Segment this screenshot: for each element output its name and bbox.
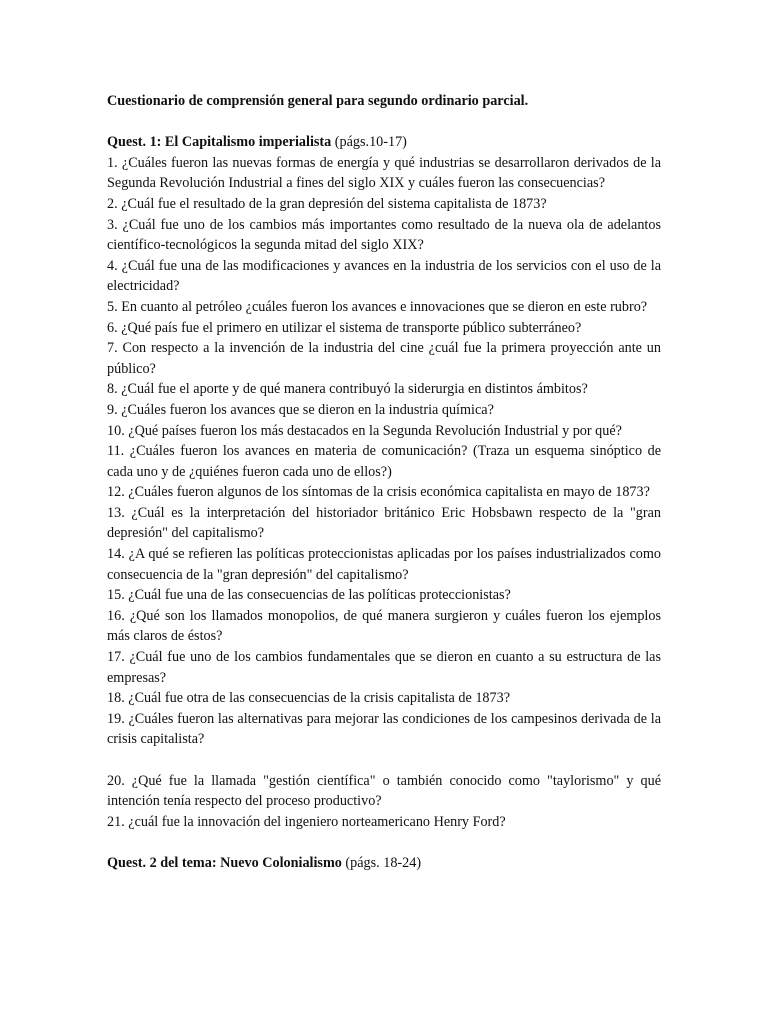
blank-line	[107, 112, 661, 133]
question-9: 9. ¿Cuáles fueron los avances que se dieron en la industria química?	[107, 401, 494, 418]
question-20: 20. ¿Qué fue la llamada "gestión científica" o también conocido como "taylorismo" y qué intención tenía respecto del proceso productivo?	[107, 772, 661, 810]
question-2: 2. ¿Cuál fue el resultado de la gran depresión del sistema capitalista de 1873?	[107, 195, 547, 212]
question-6: 6. ¿Qué país fue el primero en utilizar el sistema de transporte público subterráneo?	[107, 319, 582, 336]
question-11: 11. ¿Cuáles fueron los avances en materia de comunicación? (Traza un esquema sinóptico de cada uno y de ¿quiénes fueron cada uno de ellos?)	[107, 443, 661, 480]
question-21: 21. ¿cuál fue la innovación del ingeniero norteamericano Henry Ford?	[107, 813, 506, 830]
question-10: 10. ¿Qué países fueron los más destacados en la Segunda Revolución Industrial y por qué?	[107, 422, 622, 439]
section-1-questions	[107, 153, 661, 750]
question-8: 8. ¿Cuál fue el aporte y de qué manera contribuyó la siderurgia en distintos ámbitos?	[107, 381, 588, 398]
question-16: 16. ¿Qué son los llamados monopolios, de qué manera surgieron y cuáles fueron los ejemplos más claros de éstos?	[107, 607, 661, 645]
section-1-title: Quest. 1: El Capitalismo imperialista	[107, 134, 332, 151]
question-4: 4. ¿Cuál fue una de las modificaciones y avances en la industria de los servicios con el uso de la electricidad?	[107, 257, 661, 295]
section-1-pages: (págs.10-17)	[331, 134, 407, 151]
document-page	[107, 91, 661, 874]
blank-line	[107, 832, 661, 853]
blank-line	[107, 750, 661, 771]
question-13: 13. ¿Cuál es la interpretación del historiador británico Eric Hobsbawn respecto de la "gran depresión" del capitalismo?	[107, 504, 661, 542]
section-2-heading	[107, 853, 661, 874]
question-7: 7. Con respecto a la invención de la industria del cine ¿cuál fue la primera proyección ante un público?	[107, 340, 661, 377]
question-17: 17. ¿Cuál fue uno de los cambios fundamentales que se dieron en cuanto a su estructura de las empresas?	[107, 649, 661, 686]
question-18: 18. ¿Cuál fue otra de las consecuencias de la crisis capitalista de 1873?	[107, 690, 511, 707]
question-5: 5. En cuanto al petróleo ¿cuáles fueron los avances e innovaciones que se dieron en este rubro?	[107, 298, 648, 315]
section-2-pages: (págs. 18-24)	[341, 854, 422, 871]
question-1: 1. ¿Cuáles fueron las nuevas formas de energía y qué industrias se desarrollaron derivados de la Segunda Revolución Industrial a fines del siglo XIX y cuáles fueron las consecuencias?	[107, 154, 661, 192]
document-title: Cuestionario de comprensión general para segundo ordinario parcial.	[107, 93, 529, 109]
section-1-heading	[107, 132, 661, 153]
question-19: 19. ¿Cuáles fueron las alternativas para mejorar las condiciones de los campesinos derivada de la crisis capitalista?	[107, 710, 661, 748]
question-15: 15. ¿Cuál fue una de las consecuencias de las políticas proteccionistas?	[107, 587, 511, 604]
section-2-title: Quest. 2 del tema: Nuevo Colonialismo	[107, 854, 342, 871]
question-12: 12. ¿Cuáles fueron algunos de los síntomas de la crisis económica capitalista en mayo de 1873?	[107, 484, 650, 501]
section-1-questions-continued	[107, 771, 661, 833]
question-14: 14. ¿A qué se refieren las políticas proteccionistas aplicadas por los países industrializados como consecuencia de la "gran depresión" del capitalismo?	[107, 546, 661, 583]
question-3: 3. ¿Cuál fue uno de los cambios más importantes como resultado de la nueva ola de adelantos científico-tecnológicos la segunda mitad del siglo XIX?	[107, 216, 661, 254]
